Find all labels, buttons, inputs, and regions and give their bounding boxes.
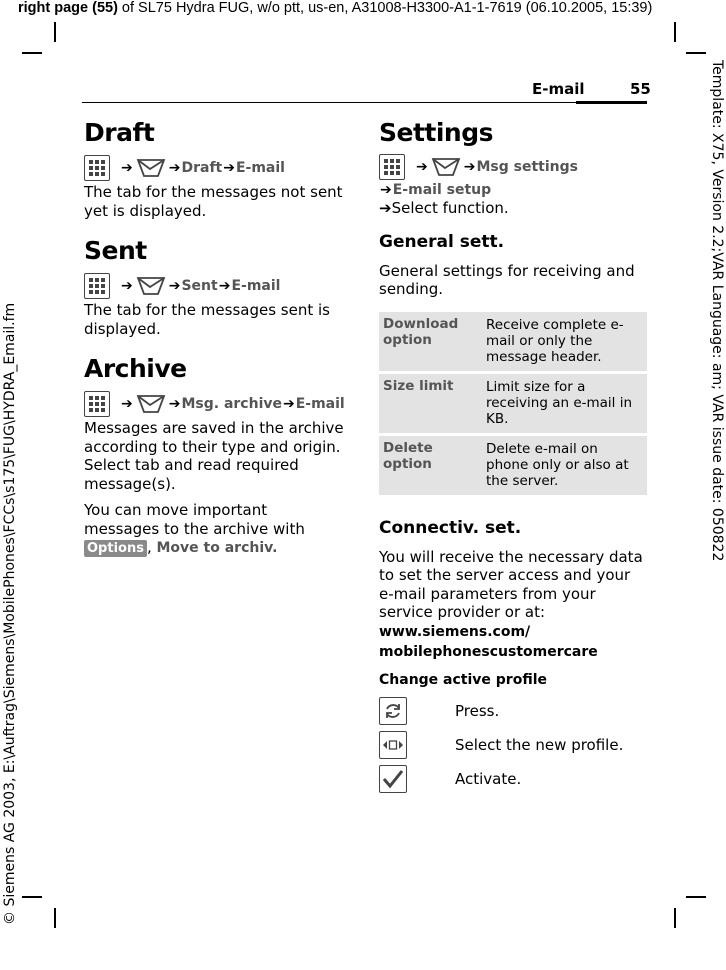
navigate-key-icon bbox=[379, 697, 407, 725]
file-path-info: © Siemens AG 2003, E:\Auftrag\Siemens\MobilePhones\FCCs\s175\FUG\HYDRA_Email.fm bbox=[2, 302, 18, 925]
envelope-icon bbox=[136, 276, 166, 296]
step-text: Activate. bbox=[455, 769, 522, 788]
options-softkey: Options bbox=[84, 540, 147, 557]
arrow-icon: ➔ bbox=[218, 278, 231, 294]
arrow-icon: ➔ bbox=[416, 159, 428, 175]
connectivity-text: You will receive the necessary data to set the server access and your e-mail parameters from your service provider or at: bbox=[379, 547, 643, 621]
envelope-icon bbox=[136, 394, 166, 414]
menu-grid-icon bbox=[84, 273, 110, 299]
document-info-line bbox=[18, 0, 652, 16]
settings-heading: Settings bbox=[379, 118, 494, 147]
table-row bbox=[379, 374, 647, 433]
archive-text: Messages are saved in the archive according to their type and origin. Select tab and read required message(s). bbox=[84, 419, 344, 493]
page-number: 55 bbox=[630, 80, 651, 98]
left-column bbox=[84, 118, 346, 558]
general-settings-heading: General sett. bbox=[379, 231, 505, 252]
table-row bbox=[379, 312, 647, 371]
table-row bbox=[379, 436, 647, 495]
arrow-icon: ➔ bbox=[463, 159, 476, 175]
setting-name: Delete option bbox=[379, 436, 482, 495]
arrow-icon: ➔ bbox=[168, 160, 181, 176]
section-title: E-mail bbox=[532, 80, 585, 98]
crop-mark bbox=[54, 22, 56, 42]
move-to-archive-command: Move to archiv. bbox=[156, 540, 278, 556]
crop-mark bbox=[686, 52, 706, 54]
step-press bbox=[379, 694, 647, 728]
step-text: Select the new profile. bbox=[455, 735, 624, 754]
step-select bbox=[379, 728, 647, 762]
path-item: E-mail bbox=[295, 396, 345, 412]
checkmark-icon bbox=[379, 765, 407, 793]
header-rule bbox=[82, 102, 647, 103]
draft-heading: Draft bbox=[84, 118, 155, 147]
sent-text: The tab for the messages sent is displayed. bbox=[84, 301, 330, 338]
envelope-icon bbox=[431, 157, 461, 177]
draft-text: The tab for the messages not sent yet is displayed. bbox=[84, 183, 343, 220]
general-settings-text: General settings for receiving and sending. bbox=[379, 261, 635, 298]
arrow-icon: ➔ bbox=[121, 160, 133, 176]
archive-move-text: You can move important messages to the archive with Options , Move to archiv. bbox=[84, 501, 305, 556]
change-profile-heading: Change active profile bbox=[379, 671, 547, 688]
step-activate bbox=[379, 762, 647, 796]
path-item: Sent bbox=[181, 278, 218, 294]
crop-mark bbox=[54, 908, 56, 928]
left-right-key-icon bbox=[379, 731, 407, 759]
arrow-icon: ➔ bbox=[282, 396, 295, 412]
path-item: E-mail bbox=[231, 278, 281, 294]
crop-mark bbox=[674, 908, 676, 928]
draft-menu-path bbox=[84, 153, 346, 183]
settings-instruction: ➔Select function. bbox=[379, 199, 509, 217]
path-item: E-mail bbox=[235, 160, 285, 176]
header-rule-accent bbox=[576, 101, 647, 104]
settings-menu-path bbox=[379, 153, 647, 181]
menu-grid-icon bbox=[84, 391, 110, 417]
menu-grid-icon bbox=[84, 155, 110, 181]
arrow-icon: ➔ bbox=[380, 182, 392, 198]
sent-heading: Sent bbox=[84, 236, 147, 265]
menu-grid-icon bbox=[379, 154, 405, 180]
path-item: Msg settings bbox=[476, 159, 578, 175]
right-column bbox=[379, 118, 647, 796]
setting-name: Size limit bbox=[379, 374, 482, 433]
path-item: Draft bbox=[181, 160, 223, 176]
settings-menu-path-cont bbox=[379, 181, 647, 199]
support-url: www.siemens.com/ mobilephonescustomercare bbox=[379, 623, 598, 660]
page-label: right page (55) bbox=[18, 0, 118, 16]
envelope-icon bbox=[136, 158, 166, 178]
crop-mark bbox=[674, 22, 676, 42]
settings-table bbox=[379, 309, 647, 498]
archive-heading: Archive bbox=[84, 354, 187, 383]
step-text: Press. bbox=[455, 701, 500, 720]
template-info: Template: X75, Version 2.2;VAR Language: am; VAR issue date: 050822 bbox=[709, 60, 725, 562]
sent-menu-path bbox=[84, 271, 346, 301]
crop-mark bbox=[22, 52, 42, 54]
setting-description: Receive complete e-mail or only the message header. bbox=[482, 312, 647, 371]
setting-name: Download option bbox=[379, 312, 482, 371]
arrow-icon: ➔ bbox=[168, 278, 181, 294]
crop-mark bbox=[22, 896, 42, 898]
connectivity-settings-heading: Connectiv. set. bbox=[379, 517, 522, 538]
setting-description: Limit size for a receiving an e-mail in KB. bbox=[482, 374, 647, 433]
arrow-icon: ➔ bbox=[223, 160, 235, 176]
document-info: of SL75 Hydra FUG, w/o ptt, us-en, A31008-H3300-A1-1-7619 (06.10.2005, 15:39) bbox=[117, 0, 653, 16]
arrow-icon: ➔ bbox=[121, 396, 133, 412]
arrow-icon: ➔ bbox=[121, 278, 133, 294]
arrow-icon: ➔ bbox=[379, 199, 392, 217]
path-item: E-mail setup bbox=[392, 182, 492, 198]
archive-menu-path bbox=[84, 389, 346, 419]
setting-description: Delete e-mail on phone only or also at the server. bbox=[482, 436, 647, 495]
path-item: Msg. archive bbox=[181, 396, 282, 412]
arrow-icon: ➔ bbox=[168, 396, 181, 412]
